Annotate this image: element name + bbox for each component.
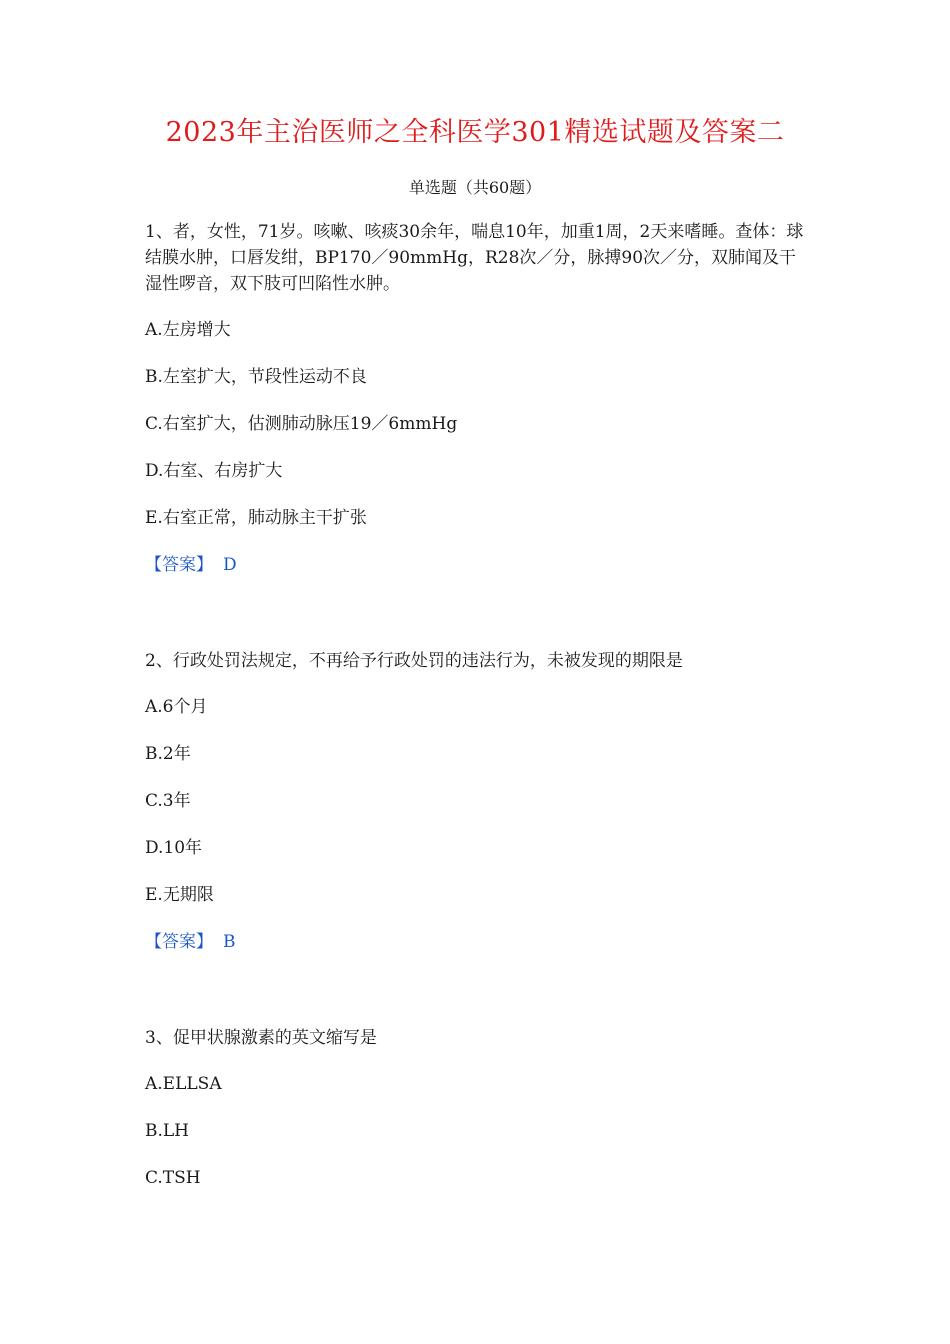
question-3-option-c: C.TSH: [145, 1168, 201, 1188]
question-1-option-d: D.右室、右房扩大: [145, 461, 283, 481]
answer-label: 【答案】: [145, 555, 213, 575]
document-title: 2023年主治医师之全科医学301精选试题及答案二: [165, 117, 785, 148]
question-3-option-b: B.LH: [145, 1121, 190, 1141]
question-2-text: 2、行政处罚法规定，不再给予行政处罚的违法行为，未被发现的期限是: [145, 651, 683, 671]
question-3-text: 3、促甲状腺激素的英文缩写是: [145, 1028, 377, 1048]
question-2-option-c: C.3年: [145, 791, 191, 811]
question-1-option-e: E.右室正常，肺动脉主干扩张: [145, 508, 367, 528]
question-1-answer: [145, 553, 237, 577]
question-2-option-b: B.2年: [145, 744, 191, 764]
answer-value: B: [223, 932, 236, 952]
question-2-option-e: E.无期限: [145, 885, 214, 905]
question-1-option-c: C.右室扩大，估测肺动脉压19／6mmHg: [145, 414, 458, 434]
question-1-text: 1、者，女性，71岁。咳嗽、咳痰30余年，喘息10年，加重1周，2天来嗜睡。查体：球结膜水肿，口唇发绀，BP170／90mmHg，R28次／分，脉搏90次／分，双肺闻及干湿性啰音，双下肢可凹陷性水肿。: [145, 222, 804, 294]
question-2-answer: [145, 930, 236, 954]
question-2-option-d: D.10年: [145, 838, 203, 858]
question-2-option-a: A.6个月: [145, 697, 208, 717]
question-3-option-a: A.ELLSA: [145, 1074, 222, 1094]
question-1-option-b: B.左室扩大，节段性运动不良: [145, 367, 367, 387]
section-heading: 单选题（共60题）: [408, 178, 542, 197]
answer-value: D: [223, 555, 237, 575]
answer-label: 【答案】: [145, 932, 213, 952]
question-1-option-a: A.左房增大: [145, 320, 231, 340]
